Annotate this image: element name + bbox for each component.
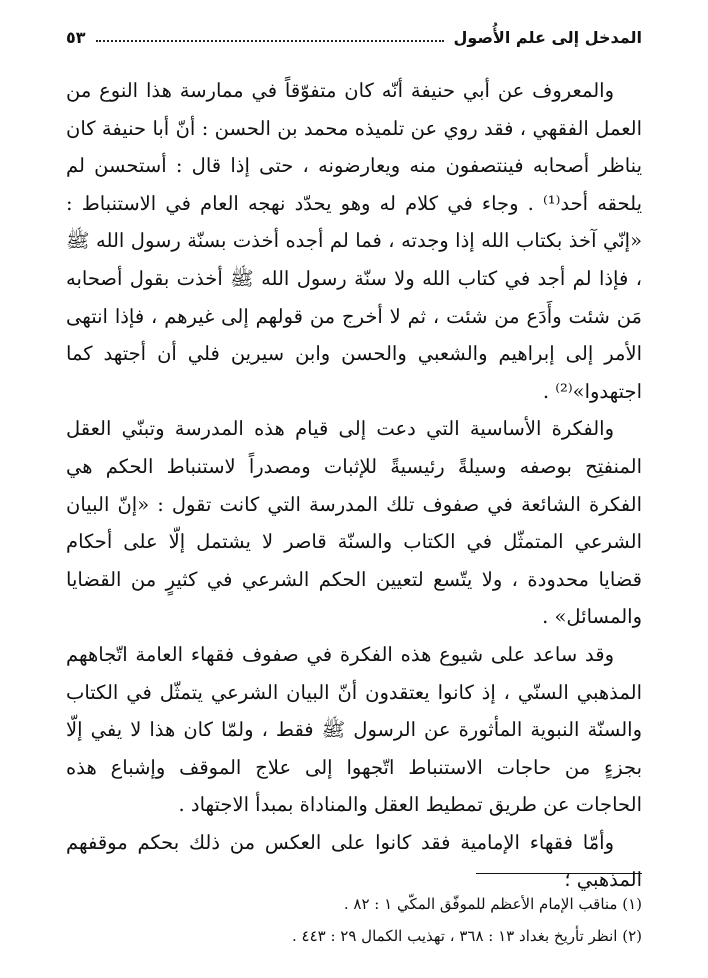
- footnote: (٢) انظر تأريخ بغداد ١٣ : ٣٦٨ ، تهذيب الكمال ٢٩ : ٤٤٣ .: [291, 927, 642, 945]
- footnote: (١) مناقب الإمام الأعظم للموفّق المكّي ١ : ٨٢ .: [343, 895, 642, 913]
- page-number: ٥٣: [66, 27, 86, 47]
- header-dot-leader: [96, 40, 444, 42]
- paragraph: والمعروف عن أبي حنيفة أنّه كان متفوّقاً في ممارسة هذا النوع من العمل الفقهي ، فقد روي عن تلميذه محمد بن الحسن : أنّ أبا حنيفة كان يناظر أصحابه فينتصفون منه ويعارضونه ، حتى إذا قال : أستحسن لم يلحقه أحد⁽¹⁾ . وجاء في كلام له وهو يحدّد نهجه العام في الاستنباط : «إنّي آخذ بكتاب الله إذا وجدته ، فما لم أجده أخذت بسنّة رسول الله ﷺ ، فإذا لم أجد في كتاب الله ولا سنّة رسول الله ﷺ أخذت بقول أصحابه مَن شئت وأَدَع من شئت ، ثم لا أخرج من قولهم إلى غيرهم ، فإذا انتهى الأمر إلى إبراهيم والشعبي والحسن وابن سيرين فلي أن أجتهد كما اجتهدوا»⁽²⁾ .: [66, 79, 642, 403]
- footnote-separator: [476, 873, 642, 874]
- running-header: [66, 22, 642, 52]
- chapter-title: المدخل إلى علم الأُصول: [453, 27, 642, 47]
- paragraph: وقد ساعد على شيوع هذه الفكرة في صفوف فقهاء العامة اتّجاههم المذهبي السنّي ، إذ كانوا يعتقدون أنّ البيان الشرعي يتمثّل في الكتاب والسنّة النبوية المأثورة عن الرسول ﷺ فقط ، ولمّا كان هذا لا يفي إلّا بجزءٍ من حاجات الاستنباط اتّجهوا إلى علاج الموقف وإشباع هذه الحاجات عن طريق تمطيط العقل والمناداة بمبدأ الاجتهاد .: [66, 642, 642, 817]
- footnotes: [66, 888, 642, 952]
- paragraph: وأمّا فقهاء الإمامية فقد كانوا على العكس من ذلك بحكم موقفهم المذهبي ؛: [66, 830, 642, 892]
- paragraph: والفكرة الأساسية التي دعت إلى قيام هذه المدرسة وتبنّي العقل المنفتِح بوصفه وسيلةً رئيسيةً للإثبات ومصدراً لاستنباط الحكم هي الفكرة الشائعة في صفوف تلك المدرسة التي كانت تقول : «إنّ البيان الشرعي المتمثّل في الكتاب والسنّة قاصر لا يشتمل إلّا على أحكام قضايا محدودة ، ولا يتّسع لتعيين الحكم الشرعي في كثيرٍ من القضايا والمسائل» .: [66, 417, 642, 629]
- main-text: [66, 72, 642, 899]
